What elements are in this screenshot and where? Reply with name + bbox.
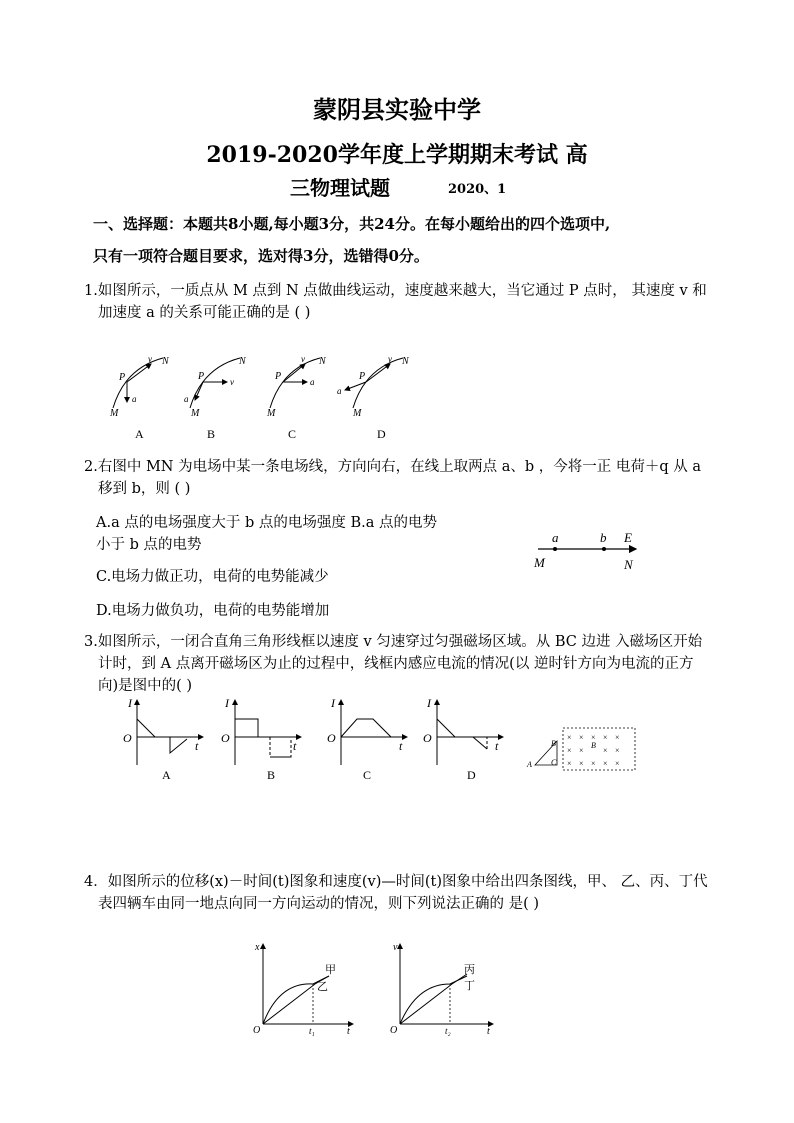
q1-option-C-diagram <box>266 354 327 419</box>
q1-C-M: M <box>267 408 276 419</box>
svg-text:I: I <box>331 696 335 710</box>
q3-stem: 3.如图所示，一闭合直角三角形线框以速度 v 匀速穿过匀强磁场区域。从 BC 边进 入磁场区开始计时，到 A 点离开磁场区为止的过程中，线框内感应电流的情况(以 逆时针方向为电流的正方向)是图中的( ) <box>84 634 703 694</box>
q3-label-C: C <box>363 768 372 782</box>
q1-B-P: P <box>198 371 205 382</box>
q1-stem: 1.如图所示，一质点从 M 点到 N 点做曲线运动，速度越来越大，当它通过 P 点时， 其速度 v 和加速度 a 的关系可能正确的是 ( ) <box>84 283 707 321</box>
q4-tick-t1: t₁ <box>309 1026 315 1036</box>
q1-A-a: a <box>132 394 137 404</box>
q1-A-M: M <box>110 408 119 419</box>
subject-text: 三物理试题 <box>290 176 390 200</box>
q1-C-v: v <box>301 354 305 364</box>
q3-graph-A <box>123 696 203 782</box>
svg-text:×: × <box>603 746 608 755</box>
q3-graph-D <box>423 696 503 782</box>
q1-label-A: A <box>135 427 144 441</box>
q1-D-P: P <box>359 371 366 382</box>
q2-option-D: D.电场力做负功，电荷的电势能增加 <box>96 603 330 619</box>
q1-C-N: N <box>319 356 326 367</box>
exam-date: 2020、1 <box>448 182 507 197</box>
q4-g2-x: t <box>487 1026 490 1037</box>
q4-stem: 4．如图所示的位移(x)－时间(t)图象和速度(v)—时间(t)图象中给出四条图线，甲、 乙、丙、丁代表四辆车由同一地点向同一方向运动的情况，则下列说法正确的 是( ) <box>84 874 708 912</box>
q3-magnetic-field-diagram <box>526 728 635 770</box>
q1-label-B: B <box>207 427 216 441</box>
q1-A-N: N <box>162 356 169 367</box>
q4-g2-y: v <box>393 942 398 953</box>
q3-figure <box>115 695 655 785</box>
q3-field-B: B <box>591 741 596 750</box>
q1-option-A-diagram <box>109 354 170 419</box>
q2-point-a: a <box>552 530 559 545</box>
section1-line1: 一、选择题：本题共8小题,每小题3分，共24分。在每小题给出的四个选项中, <box>93 215 611 233</box>
q3-graph-C <box>327 696 407 782</box>
q1-A-P: P <box>119 372 126 383</box>
q4-label-yi: 乙 <box>317 981 328 993</box>
q3-tri-A: A <box>527 760 532 769</box>
svg-text:I: I <box>128 696 132 710</box>
svg-text:×: × <box>567 759 572 768</box>
svg-text:t: t <box>399 739 403 753</box>
svg-text:×: × <box>603 759 608 768</box>
q4-label-jia: 甲 <box>325 964 336 976</box>
svg-text:×: × <box>603 733 608 742</box>
q4-g1-x: t <box>347 1026 350 1037</box>
q1-label-D: D <box>377 427 386 441</box>
q3-tri-B: B <box>551 739 556 748</box>
svg-text:×: × <box>567 733 572 742</box>
q4-g2-O: O <box>390 1025 398 1036</box>
q1-D-a: a <box>337 386 342 396</box>
svg-text:O: O <box>221 731 230 745</box>
svg-text:×: × <box>615 746 620 755</box>
svg-text:t: t <box>195 739 199 753</box>
q4-xt-graph <box>253 942 353 1037</box>
svg-text:I: I <box>427 696 431 710</box>
subject-title <box>290 172 506 201</box>
svg-text:t: t <box>495 739 499 753</box>
school-title: 蒙阴县实验中学 <box>313 95 481 124</box>
q1-figure <box>105 350 425 445</box>
section1-line2: 只有一项符合题目要求，选对得3分，选错得0分。 <box>93 247 429 265</box>
question-1-text <box>84 280 709 324</box>
q1-B-v: v <box>230 377 234 387</box>
q1-D-M: M <box>353 408 362 419</box>
q4-g1-O: O <box>253 1025 261 1036</box>
q1-D-v: v <box>388 354 392 364</box>
svg-text:O: O <box>123 731 132 745</box>
q1-B-N: N <box>239 356 246 367</box>
exam-title: 2019-2020学年度上学期期末考试 高 <box>206 142 588 168</box>
q2-option-AB: A.a 点的电场强度大于 b 点的电场强度 B.a 点的电势小于 b 点的电势 <box>96 515 437 553</box>
q1-C-a: a <box>310 377 315 387</box>
q2-stem: 2.右图中 MN 为电场中某一条电场线，方向向右，在线上取两点 a、b ，今将一正 电荷＋q 从 a 移到 b，则 ( ) <box>84 459 701 497</box>
q3-graph-B <box>221 696 301 782</box>
question-2-text <box>84 456 709 500</box>
svg-text:O: O <box>327 731 336 745</box>
q1-B-a: a <box>184 394 189 404</box>
svg-text:×: × <box>591 733 596 742</box>
q4-label-ding: 丁 <box>464 980 475 992</box>
q2-field-line-figure <box>528 526 648 576</box>
svg-text:×: × <box>579 746 584 755</box>
q4-tick-t2: t₂ <box>445 1026 451 1036</box>
q3-tri-C: C <box>551 758 557 767</box>
q2-label-N: N <box>624 557 633 572</box>
q3-label-B: B <box>267 768 276 782</box>
svg-text:×: × <box>579 733 584 742</box>
q3-label-D: D <box>467 768 476 782</box>
q1-B-M: M <box>191 408 200 419</box>
svg-text:×: × <box>567 746 572 755</box>
q4-vt-graph <box>390 942 493 1037</box>
svg-text:×: × <box>615 759 620 768</box>
question-3-text <box>84 631 709 697</box>
q3-label-A: A <box>162 768 171 782</box>
svg-text:×: × <box>615 733 620 742</box>
q3-field-crosses <box>567 733 620 768</box>
q1-A-v: v <box>148 354 152 364</box>
q4-figure <box>245 938 515 1038</box>
q1-option-B-diagram <box>184 356 247 419</box>
q4-label-bing: 丙 <box>464 964 475 976</box>
svg-text:×: × <box>579 759 584 768</box>
q2-point-b: b <box>600 530 607 545</box>
q1-option-D-diagram <box>337 354 410 419</box>
q2-label-E: E <box>624 530 632 545</box>
svg-text:×: × <box>591 759 596 768</box>
q1-D-N: N <box>402 356 409 367</box>
q2-label-M: M <box>534 555 545 570</box>
svg-text:I: I <box>225 696 229 710</box>
q2-option-C: C.电场力做正功，电荷的电势能减少 <box>96 569 329 585</box>
svg-text:t: t <box>293 739 297 753</box>
q1-C-P: P <box>275 371 282 382</box>
q4-g1-y: x <box>255 942 260 953</box>
svg-text:O: O <box>423 731 432 745</box>
q1-label-C: C <box>288 427 297 441</box>
question-4-text <box>84 871 709 915</box>
